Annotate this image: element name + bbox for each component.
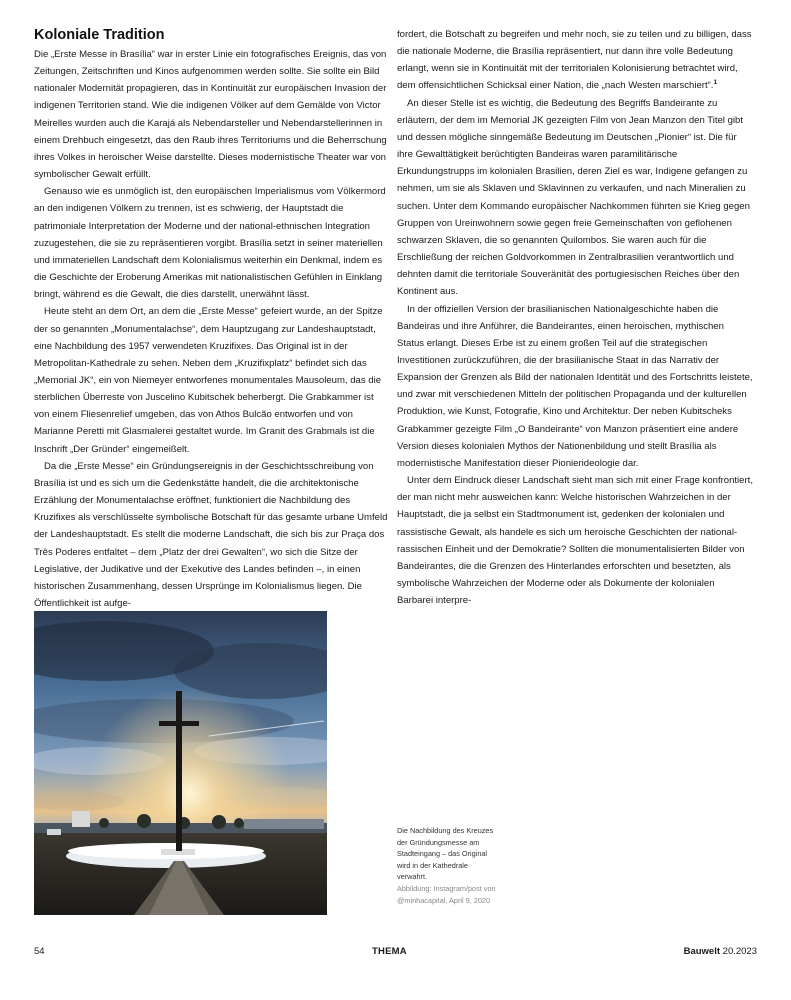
photo-credit: Abbildung: Instagram/post von @minhacapital, April 9, 2020 [397,883,496,905]
body-paragraph: An dieser Stelle ist es wichtig, die Bedeutung des Begriffs Bandeirante zu erläutern, der dem im Memorial JK gezeigten Film von Jean Manzon den Titel gibt und dessen mögliche sinngemäße Bedeutung im Deutschen „Pionier“ ist. Die für ihre Gewalttätigkeit berüchtigten Bandeiras waren paramilitärische Erkundungstrupps im kolonialen Brasilien, deren Ziel es war, Indigene gefangen zu nehmen, um sie als Sklaven und Sklavinnen zu verkaufen, und nach Mineralien zu suchen. Unter dem Kommando europäischer Nachkommen führten sie Krieg gegen Gruppen von Ureinwohnern sowie gegen freie Gemeinschaften von geflohenen schwarzen Sklaven, die so genannten Quilombos. Sie waren auch für die Erschließung der reichen Goldvorkommen in Zentralbrasilien verantwortlich und dehnten damit die territoriale Souveränität des portugiesischen Reiches über den Kontinent aus. [397,97,750,298]
caption-text: Die Nachbildung des Kreuzes der Gründungsmesse am Stadteingang – das Original wird in der Kathedrale verwahrt. [397,826,494,882]
page-number: 54 [34,946,45,957]
body-paragraph: Die „Erste Messe in Brasília“ war in erster Linie ein fotografisches Ereignis, das von Zeitungen, Zeitschriften und Kinos aufgenommen werden sollte. Sie sollte ein Bild nationaler Modernität propagieren, das in Kontinuität zur europäischen Invasion der indigenen Territorien stand. Wie die indigenen Völker auf dem Gemälde von Victor Meirelles wurden auch die Karajá als Nebendarsteller und Nebendarstellerinnen in einem Drehbuch eingesetzt, das den Raub ihres Territoriums und die Beherrschung ihres Volkes in heroischer Weise darstellte. Dieses modernistische Theater war von symbolischer Gewalt erfüllt. [34,49,387,181]
body-paragraph: Heute steht an dem Ort, an dem die „Erste Messe“ gefeiert wurde, an der Spitze der so genannten „Monumentalachse“, dem Hauptzugang zur Landeshauptstadt, eine Nachbildung des 1957 verwendeten Kruzifixes. Das Original ist in der Metropolitan-Kathedrale zu sehen. Neben dem „Kruzifixplatz“ befindet sich das „Memorial JK“, ein von Niemeyer entworfenes monumentales Mausoleum, das die sterblichen Überreste von Juscelino Kubitschek beherbergt. Die Grabkammer ist von einem Fliesenrelief umgeben, das von Athos Bulcão entworfen und von Marianne Peretti mit Glasmalerei gestaltet wurde. Im Granit des Grabmals ist die Inschrift „Der Gründer“ eingemeißelt. [34,306,383,455]
continued-text: fordert, die Botschaft zu begreifen und mehr noch, sie zu teilen und zu billigen, dass die nationale Moderne, die Brasília repräsentiert, nur dann ihre volle Bedeutung erlangt, wenn sie in Kontinuität mit der territorialen Kolonisierung betrachtet wird, dem offensichtlichen Schicksal einer Nation, die „nach Westen marschiert“. [397,29,752,92]
article-heading: Koloniale Tradition [34,27,165,43]
body-paragraph: Da die „Erste Messe“ ein Gründungsereignis in der Geschichtsschreibung von Brasília ist und es sich um die Gedenkstätte handelt, die die architektonische Erzählung der Monumentalachse eröffnet, funktioniert die Nachbildung des Kruzifixes als verschlüsselte symbolische Botschaft für das gesamte urbane Umfeld der Landeshauptstadt. Es stellt die moderne Landschaft, die sich bis zur Praça dos Três Poderes entfaltet – dem „Platz der drei Gewalten“, wo sich die Sitze der Legislative, der Judikative und der Exekutive des Landes befinden –, in einen historischen Zusammenhang, dessen Ursprünge im Kolonialismus liegen. Die Öffentlichkeit ist aufge- [34,460,388,609]
right-column [397,26,753,609]
body-paragraph-continued [397,26,753,95]
issue-number: 20.2023 [722,946,757,957]
body-paragraph: Unter dem Eindruck dieser Landschaft sieht man sich mit einer Frage konfrontiert, der man nicht mehr ausweichen kann: Welche historischen Wahrzeichen in der Hauptstadt, die ja selbst ein Stadtmonument ist, gedenken der kolonialen und rassistische Gewalt, als handele es sich um heroische Geschichten der national-rassischen Einheit und der Demokratie? Sollten die monumentalisierten Bilder von Bandeirantes, die die Grenzen des Hinterlandes erforschten und besetzten, als symbolische Wahrzeichen der Moderne oder als Dokumente der kolonialen Barbarei interpre- [397,475,753,607]
magazine-issue [684,946,757,957]
body-paragraph: In der offiziellen Version der brasilianischen Nationalgeschichte haben die Bandeiras und ihre Anführer, die Bandeirantes, einen heroischen, mythischen Status erlangt. Dieses Erbe ist zu einem großen Teil auf die strategischen Investitionen zurückzuführen, die der brasilianische Staat in das Narrativ der Expansion der Grenzen als Bild der nationalen Identität und des Fortschritts leistete, und zwar mit verschiedenen Mitteln der politischen Propaganda und der kulturellen Produktion, wie Kunst, Fotografie, Kino und Architektur. Der neben Kubitscheks Grabkammer gezeigte Film „O Bandeirante“ von Manzon präsentiert eine andere Version dieses kolonialen Mythos der Nationenbildung und stellt Brasília als modernistische Manifestation dieser Pionierideologie dar. [397,303,753,469]
left-column [34,26,390,612]
section-label: THEMA [372,946,407,957]
cross-photo [34,611,327,915]
figure-caption [397,825,497,906]
body-paragraph: Genauso wie es unmöglich ist, den europäischen Imperialismus vom Völkermord an den indigenen Völkern zu trennen, ist es schwierig, der Hauptstadt die patrimoniale Interpretation der Moderne und der national-ethnischen Integration zuzugestehen, die sie zu repräsentieren vorgibt. Brasília setzt in seiner materiellen und immateriellen Landschaft dem Kolonialismus weiterhin ein Denkmal, indem es die Geschichte der Eroberung Amerikas mit nationalistischen Gefühlen in Einklang bringt, während es die Gewalt, die dies darstellt, unerwähnt lässt. [34,186,386,301]
footnote-ref[interactable]: 1 [713,79,718,87]
magazine-name: Bauwelt [683,946,721,957]
